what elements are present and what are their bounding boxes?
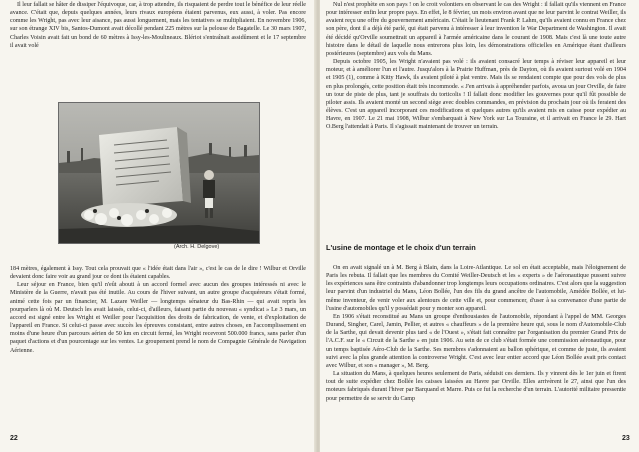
right-top-paragraph: Nul n'est prophète en son pays ! on le croit volontiers en observant le cas des Wright : il fallait qu'ils viennent en France pour intéresser enfin leur propre pays. En effet, le 8 février, un mois environ avant que ne leur parvint le contrat Weiller, ils avaient reçu une offre du gouvernement américain. C'était le lieutenant Frank P. Lahm, qu'ils avaient connu en France chez son père, dont il a déjà été parlé, qui était parvenu à intéresser à leur invention le War Department de Washington. Il avait été décidé qu'Orville soumettrait un appareil à l'armée américaine dans le courant de 1908. Mais c'est là une toute autre histoire dans le détail de laquelle nous entrerons plus loin, les démonstrations officielles en Amérique étant d'ailleurs postérieures (septembre) aux vols du Mans. [326,2,626,57]
right-top-paragraph: Depuis octobre 1905, les Wright n'avaient pas volé : ils avaient consacré leur temps à réviser leur appareil et leur moteur, et à améliorer l'un et l'autre. Jusqu'alors à la Prairie Huffman, près de Dayton, où ils avaient surtout volé en 1904 et 1905 (1), comme à Kitty Hawk, ils avaient piloté à plat ventre. Mais ils se rendaient compte que pour des vols de plus en plus prolongés, cette position était très incommode. « J'en arrivais à appréhender parfois, avoua un jour Orville, de faire un tour de piste de plus, tant je souffrais du torticolis ! Il fallait donc modifier les gouvernes pour qu'il fût possible de piloter assis. Ils avaient monté un second siège avec doubles commandes, en prévision du prochain jour où ils feraient des élèves. C'est un appareil incorporant ces modifications et quelques autres qu'ils avaient mis en caisse pour expédier au Havre, en 1907. Le 21 mai 1908, Wilbur s'embarquait à New York sur La Touraine, et il arrivait en France le 29. Hart O.Berg l'attendait à Paris. Il s'agissait maintenant de trouver un terrain. [326,59,626,131]
left-bottom-paragraph: 184 mètres, également à Issy. Tout cela prouvait que « l'idée était dans l'air », c'est le cas de le dire ! Wilbur et Orville devaient donc faire voir au grand jour ce dont ils étaient capables. [10,266,306,281]
right-bottom-paragraph: La situation du Mans, à quelques heures seulement de Paris, séduisit ces derniers. Ils y vinrent dès le 1er juin et firent tout de suite expédier chez Bollée les caisses laissées au Havre par Orville. Elles arrivèrent le 27, ainsi que l'un des moteurs fabriqués durant l'hiver par Barquand et Marre. Puis ce fut la recherche d'un terrain. L'autorité militaire pressentie pour permettre de se servir du Camp [326,371,626,402]
right-page-top-text [326,1,626,221]
section-heading: L'usine de montage et le choix d'un terrain [326,243,476,252]
memorial-photo-image [59,103,259,243]
right-page [320,0,639,452]
right-page-bottom-text [326,264,626,449]
memorial-photo [58,102,260,244]
left-page [0,0,316,452]
photo-caption: (Arch. H. Delgove) [174,244,220,250]
left-page-top-paragraph: Il leur fallait se hâter de dissiper l'équivoque, car, à trop attendre, ils risquaient de perdre tout le bénéfice de leur réelle avance. C'était que, depuis quelques années, leurs rivaux européens étaient parvenus, eux aussi, à voler. Pas encore comme les Wright, pas avec leur aisance, pas aussi longuement, mais les tentatives se multipliaient. En novembre 1906, sur son étrange XIV bis, Santos-Dumont avait décollé pendant 225 mètres sur la pelouse de Bagatelle. Le 30 mars 1907, Charles Voisin avait fait un bond de 60 mètres à Issy-les-Moulineaux. Blériot s'entraînait assidûment et le 17 septembre il avait volé [10,2,306,49]
left-bottom-paragraph: Leur séjour en France, bien qu'il n'eût abouti à un accord formel avec aucun des groupes intéressés ni avec le Ministère de la Guerre, n'avait pas été inutile. Au cours de l'hiver suivant, un autre groupe d'acquéreurs s'était formé, animé cette fois par un financier, M. Lazare Weiller — longtemps sénateur du Bas-Rhin — qui avait repris les pourparlers là où M. Deutsch les avait laissés, celui-ci, d'ailleurs, faisant partie du nouveau « syndicat » Le 3 mars, un accord est signé entre les Wright et Weiller pour l'acquisition des droits de fabrication, de vente, et d'exploitation de l'appareil en France. Si celui-ci passe avec succès les épreuves consistant, entre autres choses, en l'accomplissement en moins d'une heure d'un parcours aérien de 50 km en circuit fermé, les Wright recevront 500.000 francs, sans parler d'un paquet d'actions et d'un pourcentage sur les ventes. Le groupement prend le nom de Compagnie Générale de Navigation Aérienne. [10,282,306,354]
left-page-bottom-text [10,265,306,425]
right-bottom-paragraph: En 1906 s'était reconstitué au Mans un groupe d'enthousiastes de l'automobile, répondant à l'appel de MM. Georges Durand, Singher, Carel, Jamin, Pellier, et autres « chauffeurs » de la première heure qui, sous le nom d'Automobile-Club de la Sarthe, qui devait devenir plus tard « de l'Ouest », s'était fait connaître par l'organisation du premier Grand Prix de l'A.C.F. sur le « Circuit de la Sarthe » en juin 1906. Au sein de ce club s'était formée une commission aéronautique, pour un temps baptisée Aéro-Club de la Sarthe. Ses membres s'adonnaient au ballon sphérique, et comme de juste, ils avaient suivi avec la plus grande attention la controverse Wright. C'est avec leur entier accord que Léon Bollée avait pris contact avec Wilbur, et son « manager », M. Berg. [326,313,626,369]
right-bottom-paragraph: On en avait signalé un à M. Berg à Blain, dans la Loire-Atlantique. Le sol en était acceptable, mais l'éloignement de Paris les rebuta. Il fallait que les membres du Comité Weiller-Deutsch et les « experts » de l'aéronautique pussent suivre les expériences sans être contraints d'abandonner trop longtemps leurs occupations ordinaires. C'est alors que la suggestion leur parvint d'un industriel du Mans, Léon Bollée, l'un des fils du grand ancêtre de l'automobile, Amédée Bollée, et lui-même inventeur, de venir voler aux alentours de cette ville et, pour commencer, d'user à sa convenance d'une partie de l'usine d'automobiles qu'il y possédait pour y monter son appareil. [326,265,626,312]
page-number-left: 22 [10,435,18,442]
page-number-right: 23 [622,435,630,442]
